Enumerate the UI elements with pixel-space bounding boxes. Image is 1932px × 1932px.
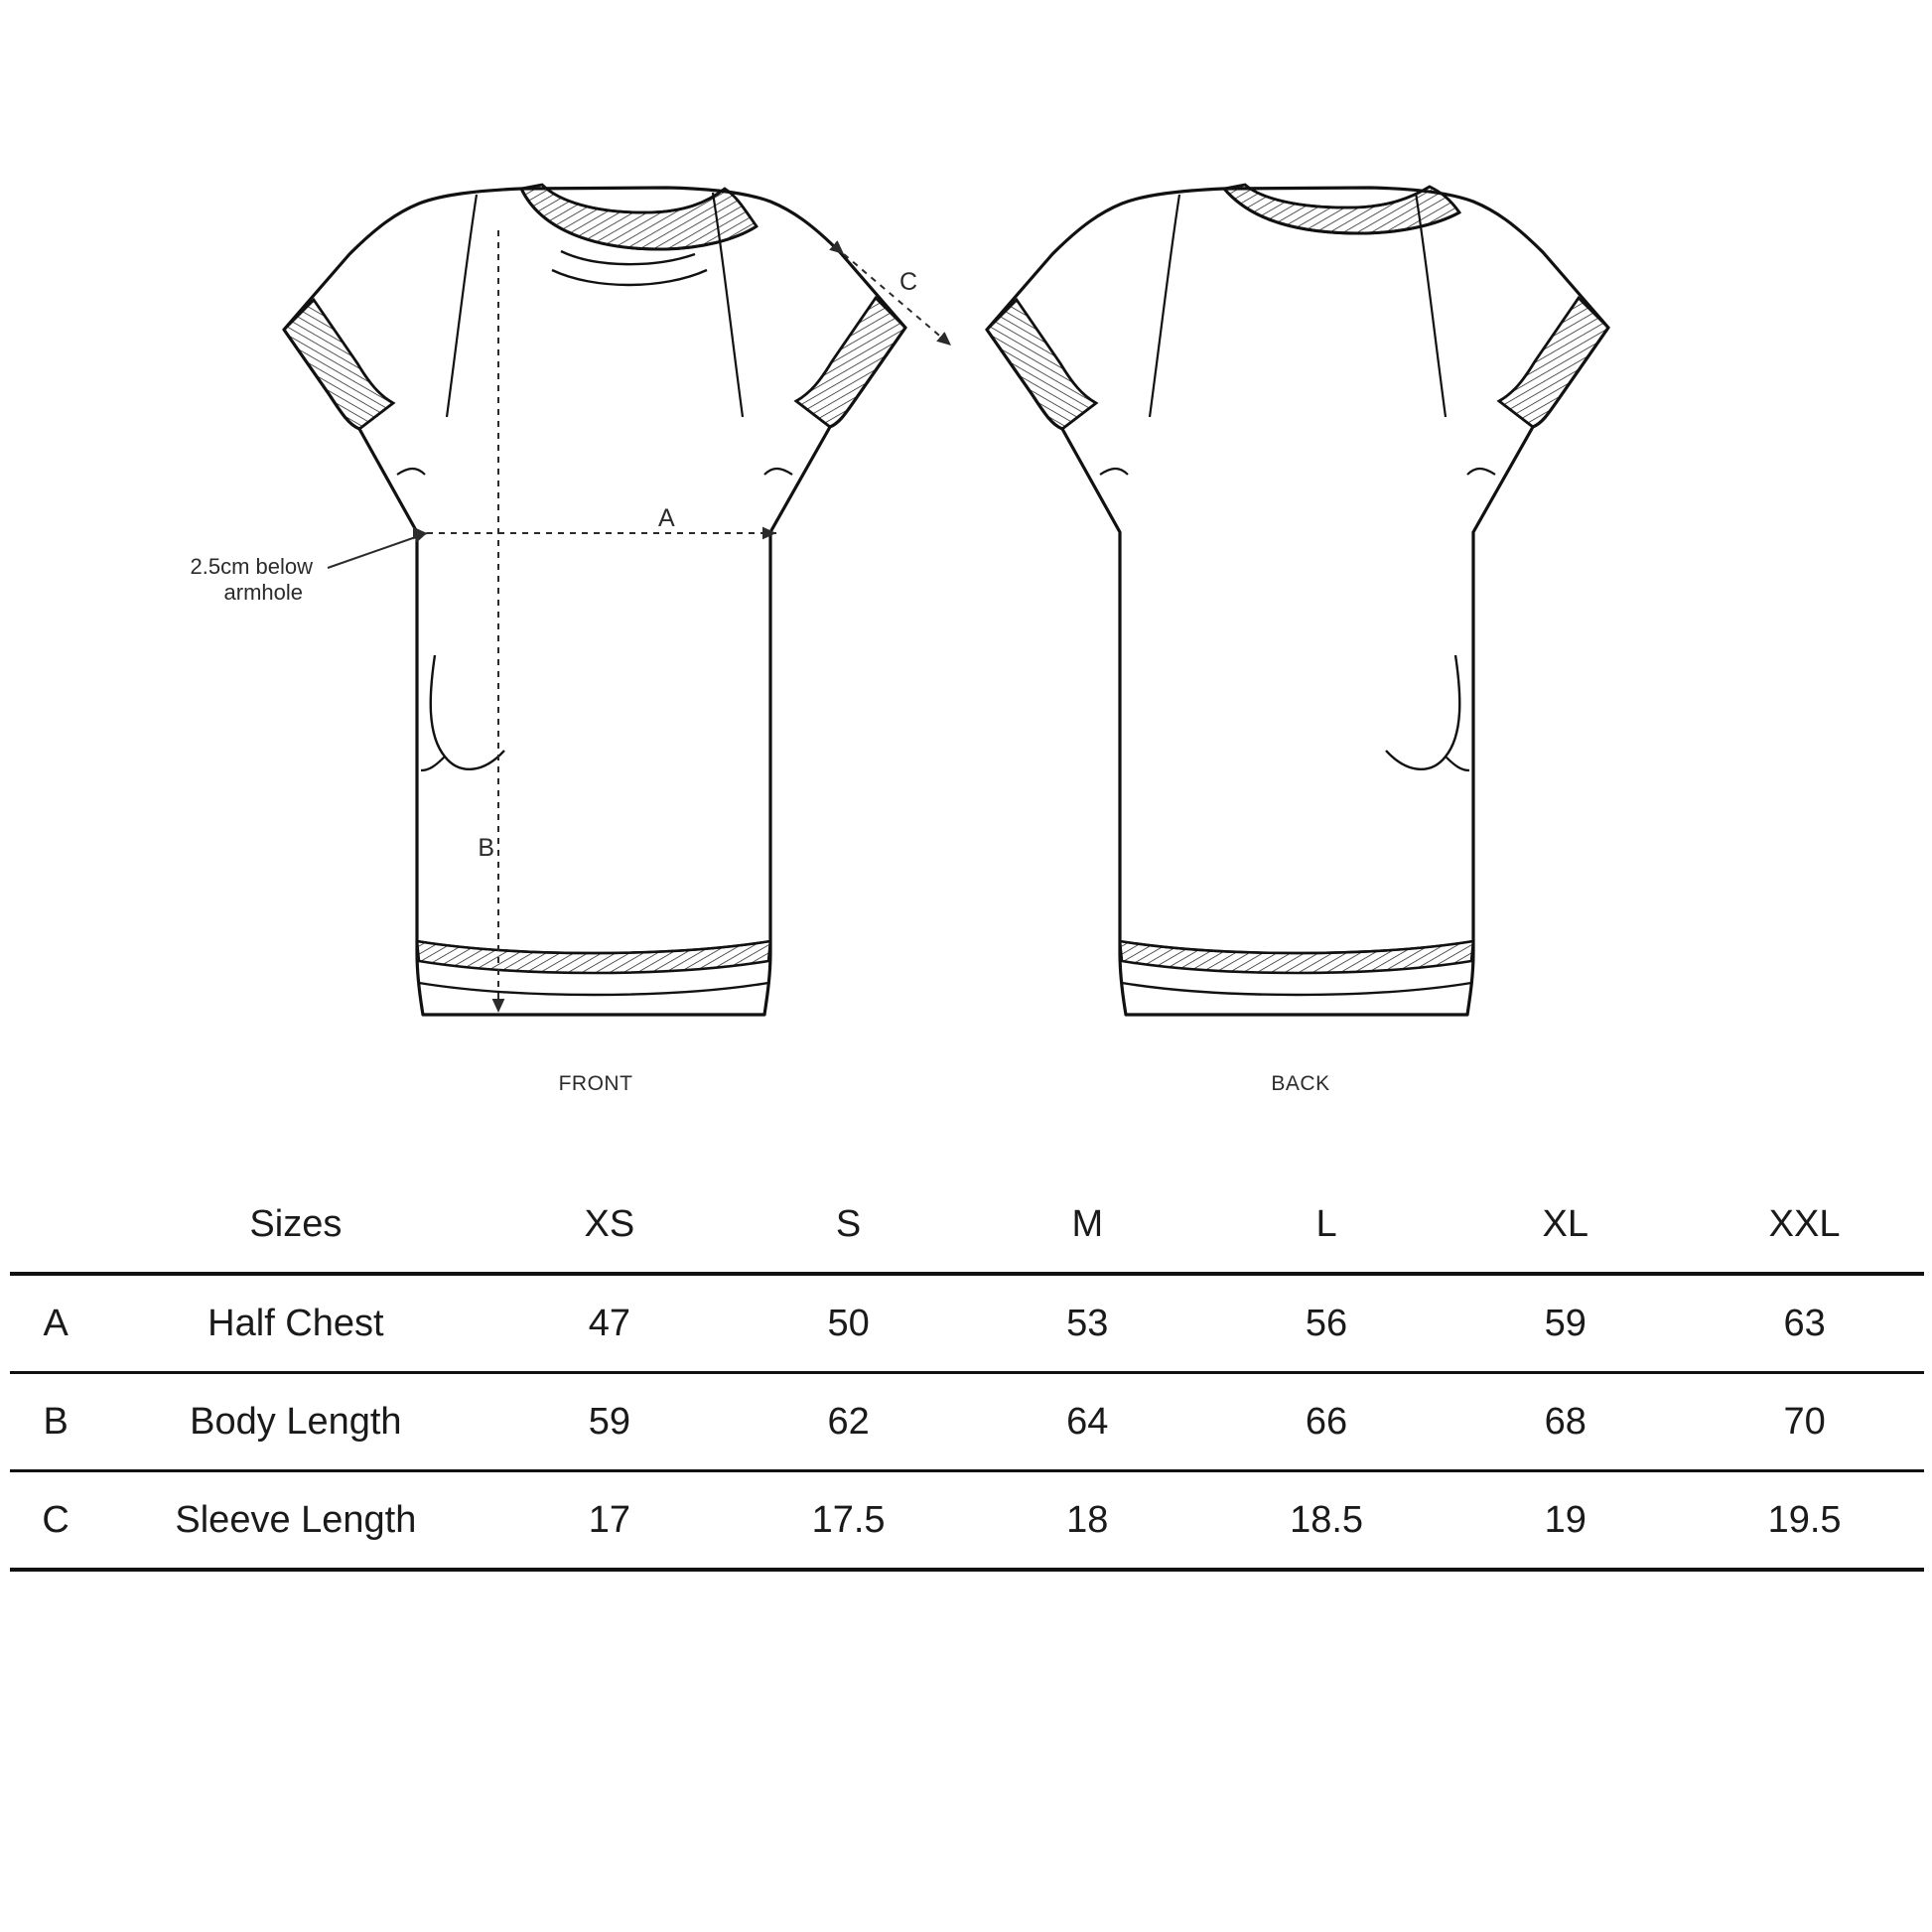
row-key-a: A xyxy=(10,1274,101,1373)
cell-sleeve-length-xxl: 19.5 xyxy=(1685,1471,1924,1571)
table-row xyxy=(10,1373,1924,1471)
row-key-c: C xyxy=(10,1471,101,1571)
table-row xyxy=(10,1274,1924,1373)
sleeve-marker-label: C xyxy=(899,268,918,296)
header-sizes: Sizes xyxy=(101,1176,489,1274)
cell-half-chest-xl: 59 xyxy=(1446,1274,1685,1373)
cell-body-length-xs: 59 xyxy=(489,1373,729,1471)
back-view-drawing xyxy=(987,185,1608,1015)
cell-body-length-m: 64 xyxy=(968,1373,1207,1471)
front-view-caption: FRONT xyxy=(558,1072,633,1095)
table-header-row xyxy=(10,1176,1924,1274)
cell-half-chest-m: 53 xyxy=(968,1274,1207,1373)
header-size-m: M xyxy=(968,1176,1207,1274)
header-size-xl: XL xyxy=(1446,1176,1685,1274)
armhole-note-line2: armhole xyxy=(223,580,303,605)
cell-body-length-l: 66 xyxy=(1207,1373,1447,1471)
size-measurements-table xyxy=(10,1176,1924,1572)
header-key-blank xyxy=(10,1176,101,1274)
cell-sleeve-length-xl: 19 xyxy=(1446,1471,1685,1571)
cell-half-chest-xs: 47 xyxy=(489,1274,729,1373)
length-marker-label: B xyxy=(478,834,494,862)
cell-half-chest-xxl: 63 xyxy=(1685,1274,1924,1373)
row-label-sleeve-length: Sleeve Length xyxy=(101,1471,489,1571)
cell-sleeve-length-xs: 17 xyxy=(489,1471,729,1571)
cell-sleeve-length-s: 17.5 xyxy=(729,1471,968,1571)
cell-half-chest-l: 56 xyxy=(1207,1274,1447,1373)
header-size-xxl: XXL xyxy=(1685,1176,1924,1274)
row-label-body-length: Body Length xyxy=(101,1373,489,1471)
row-label-half-chest: Half Chest xyxy=(101,1274,489,1373)
header-size-l: L xyxy=(1207,1176,1447,1274)
cell-sleeve-length-l: 18.5 xyxy=(1207,1471,1447,1571)
cell-body-length-s: 62 xyxy=(729,1373,968,1471)
front-view-drawing xyxy=(190,185,951,1015)
row-key-b: B xyxy=(10,1373,101,1471)
header-size-s: S xyxy=(729,1176,968,1274)
header-size-xs: XS xyxy=(489,1176,729,1274)
cell-half-chest-s: 50 xyxy=(729,1274,968,1373)
table-row xyxy=(10,1471,1924,1571)
cell-body-length-xl: 68 xyxy=(1446,1373,1685,1471)
armhole-note-leader xyxy=(328,533,427,568)
cell-body-length-xxl: 70 xyxy=(1685,1373,1924,1471)
chest-marker-label: A xyxy=(658,504,675,532)
back-view-caption: BACK xyxy=(1271,1072,1330,1095)
armhole-note-line1: 2.5cm below xyxy=(190,554,313,579)
cell-sleeve-length-m: 18 xyxy=(968,1471,1207,1571)
